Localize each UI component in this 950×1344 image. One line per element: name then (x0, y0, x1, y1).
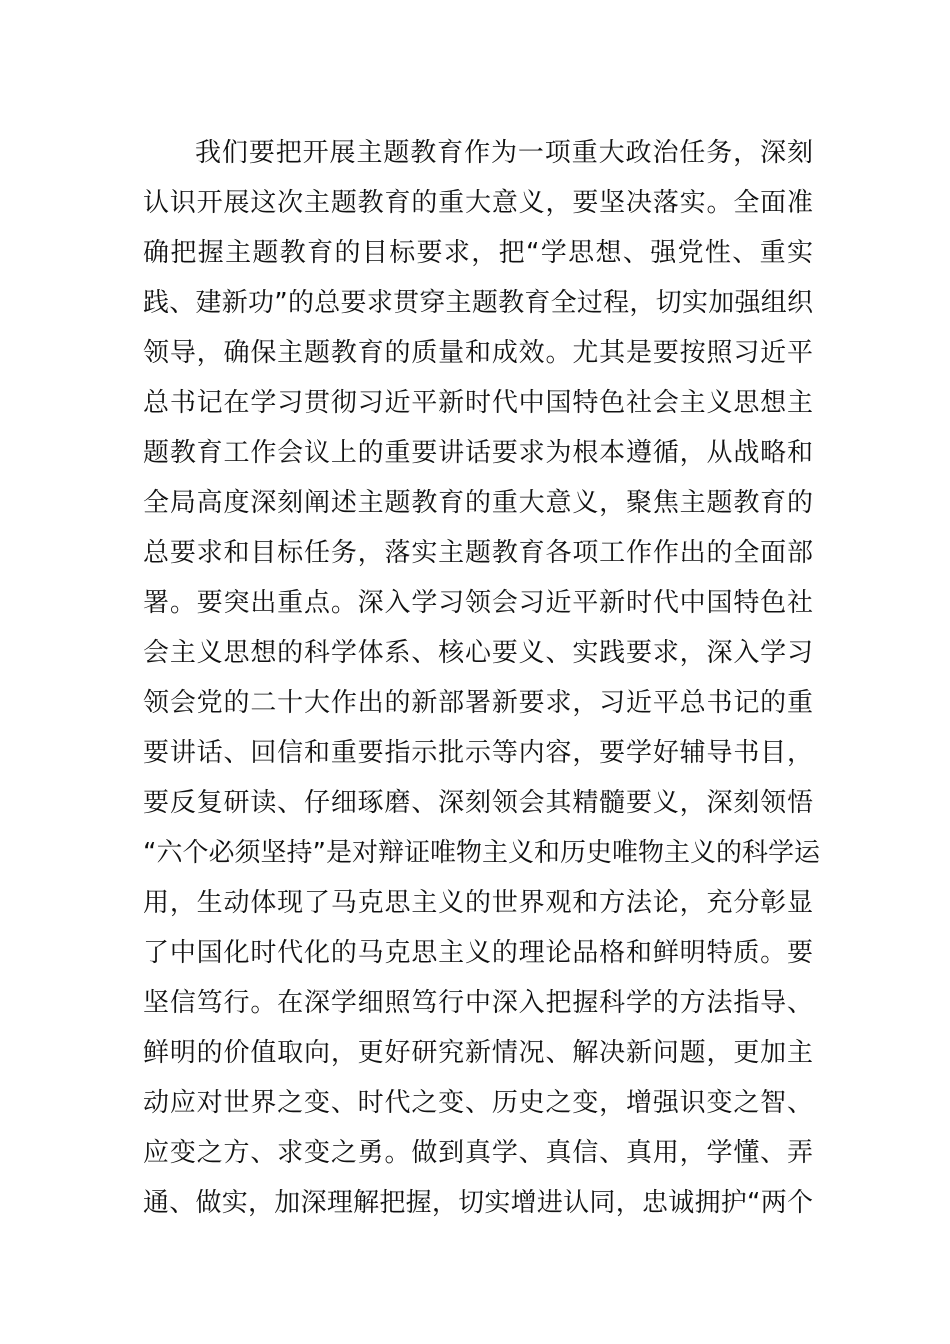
paragraph-line: 确把握主题教育的目标要求，把“学思想、强党性、重实 (143, 238, 813, 268)
paragraph-line: 鲜明的价值取向，更好研究新情况、解决新问题，更加主 (143, 1038, 813, 1068)
paragraph-line: 认识开展这次主题教育的重大意义，要坚决落实。全面准 (143, 188, 813, 218)
paragraph-line: 用，生动体现了马克思主义的世界观和方法论，充分彰显 (143, 888, 813, 918)
paragraph-line: 坚信笃行。在深学细照笃行中深入把握科学的方法指导、 (143, 988, 813, 1018)
paragraph-line: 署。要突出重点。深入学习领会习近平新时代中国特色社 (143, 588, 813, 618)
paragraph-line: 要反复研读、仔细琢磨、深刻领会其精髓要义，深刻领悟 (143, 788, 813, 818)
paragraph-line: 我们要把开展主题教育作为一项重大政治任务，深刻 (195, 138, 813, 168)
paragraph-line: 通、做实，加深理解把握，切实增进认同，忠诚拥护“两个 (143, 1188, 813, 1218)
paragraph-line: 会主义思想的科学体系、核心要义、实践要求，深入学习 (143, 638, 813, 668)
paragraph-line: 动应对世界之变、时代之变、历史之变，增强识变之智、 (143, 1088, 813, 1118)
paragraph-line: 领会党的二十大作出的新部署新要求，习近平总书记的重 (143, 688, 813, 718)
paragraph-line: 践、建新功”的总要求贯穿主题教育全过程，切实加强组织 (143, 288, 813, 318)
paragraph-line: 题教育工作会议上的重要讲话要求为根本遵循，从战略和 (143, 438, 813, 468)
paragraph-line: 要讲话、回信和重要指示批示等内容，要学好辅导书目， (143, 738, 813, 768)
paragraph-line: 领导，确保主题教育的质量和成效。尤其是要按照习近平 (143, 338, 813, 368)
paragraph-line: 了中国化时代化的马克思主义的理论品格和鲜明特质。要 (143, 938, 813, 968)
paragraph-line: 应变之方、求变之勇。做到真学、真信、真用，学懂、弄 (143, 1138, 813, 1168)
paragraph-line: 总要求和目标任务，落实主题教育各项工作作出的全面部 (143, 538, 813, 568)
paragraph-line: 总书记在学习贯彻习近平新时代中国特色社会主义思想主 (143, 388, 813, 418)
paragraph-line: “六个必须坚持”是对辩证唯物主义和历史唯物主义的科学运 (143, 838, 820, 868)
paragraph-line: 全局高度深刻阐述主题教育的重大意义，聚焦主题教育的 (143, 488, 813, 518)
body-paragraph (143, 128, 820, 1228)
